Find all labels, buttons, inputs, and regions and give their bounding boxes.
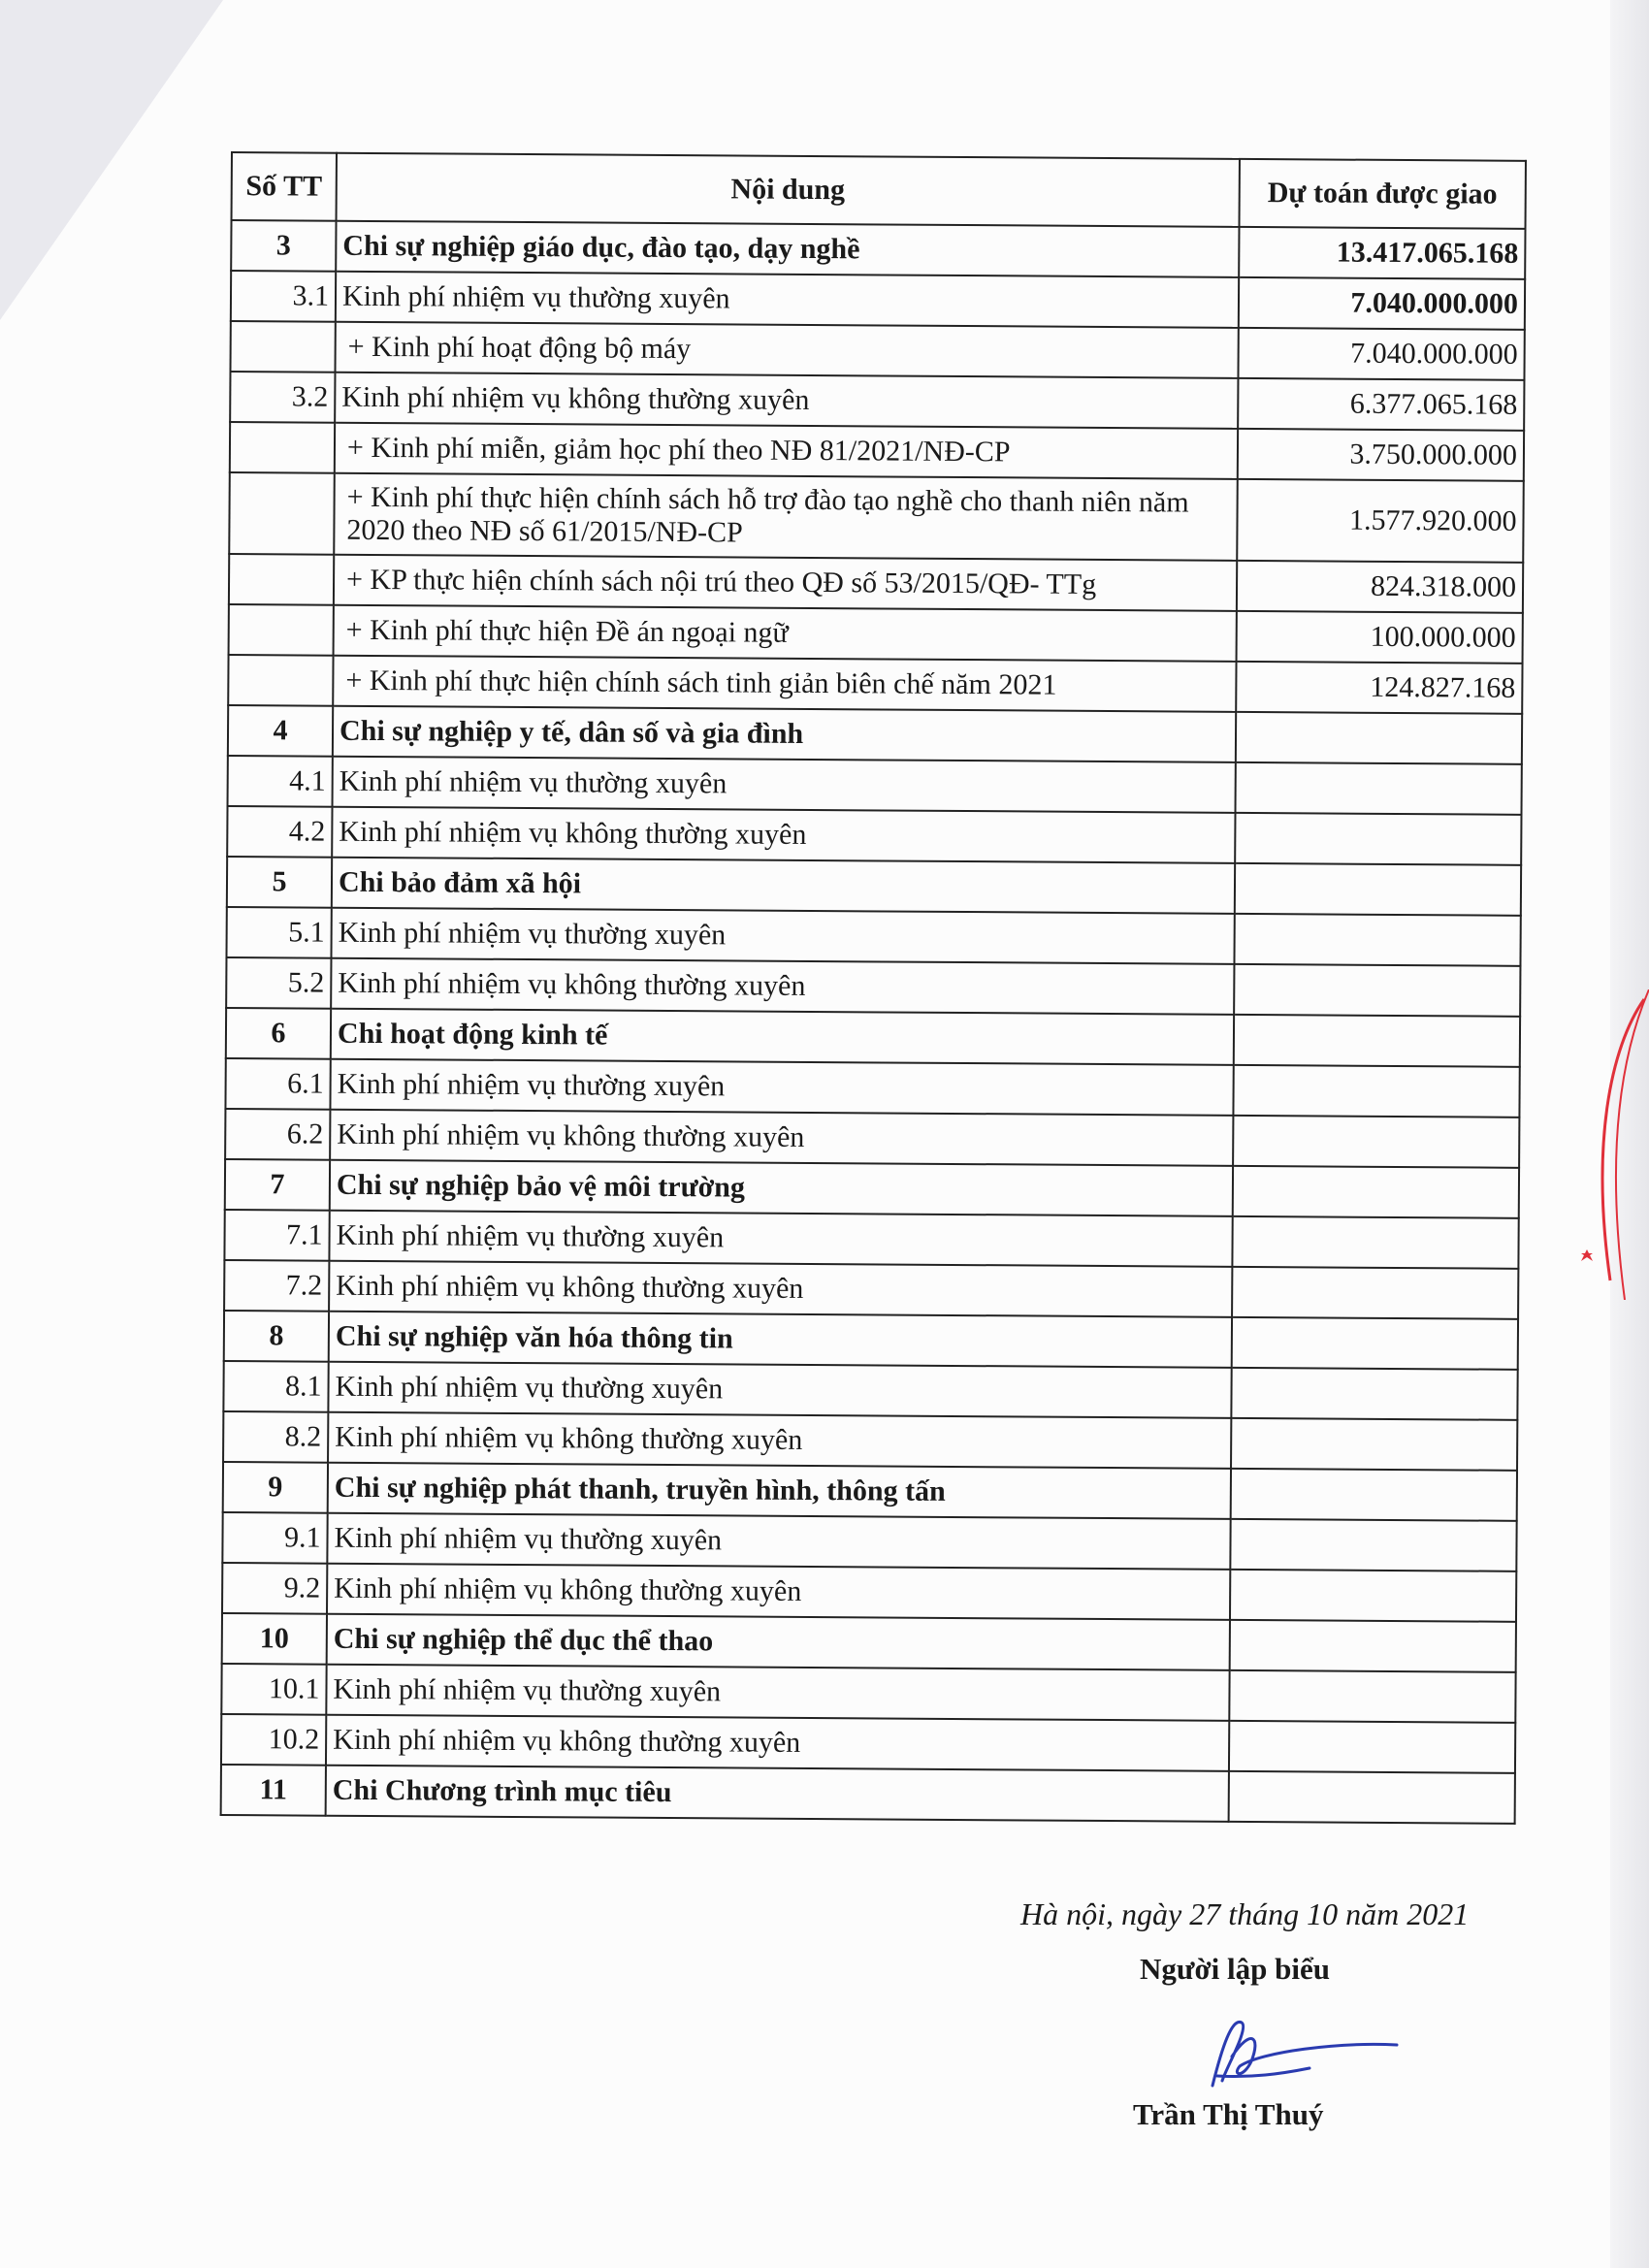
row-amount: [1234, 1015, 1520, 1067]
handwritten-signature: [1193, 2008, 1406, 2095]
row-content: Kinh phí nhiệm vụ không thường xuyên: [332, 807, 1235, 863]
row-stt: 8.1: [223, 1361, 328, 1412]
row-stt: 6.2: [225, 1109, 330, 1160]
row-amount: [1236, 762, 1522, 815]
table-row: [224, 1260, 1518, 1319]
row-content: Kinh phí nhiệm vụ thường xuyên: [331, 908, 1234, 964]
row-amount: 13.417.065.168: [1239, 227, 1525, 279]
table-row: [223, 1411, 1517, 1471]
table-row: [230, 372, 1524, 431]
row-amount: [1232, 1317, 1518, 1370]
row-stt: 5.1: [226, 907, 331, 958]
table-row: [222, 1563, 1516, 1622]
row-content: Kinh phí nhiệm vụ thường xuyên: [329, 1211, 1232, 1267]
row-amount: 3.750.000.000: [1238, 429, 1524, 481]
row-amount: 824.318.000: [1237, 561, 1523, 613]
table-row: [230, 321, 1524, 380]
row-stt: [229, 554, 334, 605]
table-row: [221, 1714, 1515, 1773]
row-stt: 4.1: [228, 756, 333, 807]
table-row: [226, 907, 1520, 966]
row-content: + Kinh phí thực hiện Đề án ngoại ngữ: [334, 605, 1237, 662]
row-content: Chi sự nghiệp thể dục thể thao: [327, 1614, 1230, 1670]
row-stt: 8.2: [223, 1411, 328, 1463]
signature-title: Người lập biểu: [1140, 1952, 1330, 1986]
table-row: [227, 857, 1521, 916]
row-content: Kinh phí nhiệm vụ thường xuyên: [326, 1665, 1229, 1721]
row-amount: [1232, 1216, 1518, 1269]
row-content: Kinh phí nhiệm vụ thường xuyên: [328, 1362, 1231, 1418]
row-amount: [1233, 1065, 1519, 1118]
row-content: Chi Chương trình mục tiêu: [326, 1766, 1229, 1822]
row-content: Chi sự nghiệp phát thanh, truyền hình, thông tấn: [328, 1463, 1231, 1519]
table-row: [226, 957, 1520, 1017]
signer-name: Trần Thị Thuý: [1133, 2097, 1324, 2131]
table-row: [229, 604, 1523, 664]
table-row: [221, 1765, 1515, 1824]
budget-table-body: [221, 220, 1526, 1824]
row-amount: [1236, 712, 1522, 764]
row-content: Kinh phí nhiệm vụ không thường xuyên: [330, 1110, 1233, 1166]
row-stt: 4.2: [227, 806, 332, 858]
row-amount: [1231, 1368, 1517, 1420]
row-stt: [230, 321, 335, 373]
row-stt: 5.2: [226, 957, 331, 1009]
table-row: [229, 554, 1523, 613]
row-content: Chi sự nghiệp giáo dục, đào tạo, dạy nghề: [336, 221, 1239, 277]
table-row: [225, 1109, 1519, 1168]
row-content: + Kinh phí miễn, giảm học phí theo NĐ 81/2021/NĐ-CP: [335, 423, 1238, 479]
row-stt: 10.2: [221, 1714, 326, 1766]
row-amount: [1235, 863, 1521, 916]
row-content: Chi sự nghiệp y tế, dân số và gia đình: [333, 706, 1236, 762]
row-stt: 3.1: [231, 271, 336, 322]
row-amount: [1229, 1670, 1515, 1723]
row-content: + Kinh phí thực hiện chính sách hỗ trợ đào tạo nghề cho thanh niên năm 2020 theo NĐ số 61/2015/NĐ-CP: [334, 473, 1238, 561]
row-amount: [1233, 1116, 1519, 1168]
table-row: [223, 1361, 1517, 1420]
row-stt: 6.1: [225, 1058, 330, 1110]
row-content: + KP thực hiện chính sách nội trú theo QĐ số 53/2015/QĐ- TTg: [334, 555, 1237, 611]
table-row: [222, 1512, 1516, 1571]
row-amount: [1233, 1166, 1519, 1218]
row-amount: [1230, 1519, 1516, 1571]
row-stt: 5: [227, 857, 332, 908]
table-row: [222, 1613, 1516, 1672]
row-amount: [1234, 914, 1520, 966]
folded-corner: [0, 0, 223, 320]
table-row: [224, 1311, 1518, 1370]
row-stt: 7.1: [224, 1210, 329, 1261]
table-row: [231, 220, 1525, 279]
row-stt: 3: [231, 220, 336, 272]
table-row: [225, 1159, 1519, 1218]
row-content: Chi sự nghiệp văn hóa thông tin: [329, 1312, 1232, 1368]
row-content: Kinh phí nhiệm vụ thường xuyên: [330, 1059, 1233, 1116]
row-content: Kinh phí nhiệm vụ thường xuyên: [327, 1513, 1230, 1570]
row-content: Kinh phí nhiệm vụ thường xuyên: [336, 272, 1239, 328]
row-stt: 8: [224, 1311, 329, 1362]
header-content: Nội dung: [337, 153, 1240, 227]
signature-date: Hà nội, ngày 27 tháng 10 năm 2021: [1020, 1896, 1470, 1931]
row-amount: [1230, 1570, 1516, 1622]
row-stt: 7.2: [224, 1260, 329, 1312]
budget-table: [220, 151, 1527, 1825]
row-amount: 7.040.000.000: [1239, 277, 1525, 330]
row-amount: 124.827.168: [1236, 662, 1522, 714]
row-amount: [1229, 1721, 1515, 1773]
row-stt: [229, 472, 335, 555]
row-content: Kinh phí nhiệm vụ thường xuyên: [333, 757, 1236, 813]
table-row: [229, 472, 1524, 563]
row-stt: [228, 655, 333, 706]
row-amount: [1232, 1267, 1518, 1319]
table-header-row: [232, 152, 1526, 229]
table-row: [230, 422, 1524, 481]
row-stt: 6: [226, 1008, 331, 1059]
row-stt: 7: [225, 1159, 330, 1211]
row-stt: 11: [221, 1765, 326, 1816]
row-stt: 10.1: [221, 1664, 326, 1715]
row-stt: 9.2: [222, 1563, 327, 1614]
row-stt: [229, 604, 334, 656]
row-amount: 100.000.000: [1237, 611, 1523, 664]
row-stt: 3.2: [230, 372, 335, 423]
row-content: Chi sự nghiệp bảo vệ môi trường: [330, 1160, 1233, 1216]
row-amount: [1231, 1469, 1517, 1521]
row-content: Kinh phí nhiệm vụ không thường xuyên: [331, 958, 1234, 1015]
row-stt: 9.1: [222, 1512, 327, 1564]
row-stt: 4: [228, 705, 333, 757]
row-amount: [1234, 964, 1520, 1017]
table-row: [226, 1008, 1520, 1067]
row-content: + Kinh phí hoạt động bộ máy: [335, 322, 1238, 378]
red-stamp-fragment: [1552, 989, 1649, 1300]
row-amount: [1229, 1771, 1515, 1824]
row-amount: 1.577.920.000: [1237, 479, 1524, 563]
row-content: Kinh phí nhiệm vụ không thường xuyên: [329, 1261, 1232, 1317]
header-stt: Số TT: [232, 152, 337, 221]
row-stt: 9: [223, 1462, 328, 1513]
table-row: [228, 756, 1522, 815]
table-row: [225, 1058, 1519, 1118]
table-row: [223, 1462, 1517, 1521]
row-content: Kinh phí nhiệm vụ không thường xuyên: [328, 1412, 1231, 1469]
row-content: Kinh phí nhiệm vụ không thường xuyên: [335, 373, 1238, 429]
row-stt: [230, 422, 335, 473]
table-row: [227, 806, 1521, 865]
row-content: Chi hoạt động kinh tế: [331, 1009, 1234, 1065]
row-amount: [1230, 1620, 1516, 1672]
row-content: Kinh phí nhiệm vụ không thường xuyên: [326, 1715, 1229, 1771]
table-row: [224, 1210, 1518, 1269]
row-content: Kinh phí nhiệm vụ không thường xuyên: [327, 1564, 1230, 1620]
table-row: [228, 705, 1522, 764]
table-row: [221, 1664, 1515, 1723]
row-stt: 10: [222, 1613, 327, 1665]
table-row: [228, 655, 1522, 714]
row-amount: 6.377.065.168: [1238, 378, 1524, 431]
row-amount: [1231, 1418, 1517, 1471]
header-amount: Dự toán được giao: [1240, 159, 1526, 229]
table-row: [231, 271, 1525, 330]
row-content: Chi bảo đảm xã hội: [332, 858, 1235, 914]
row-amount: [1235, 813, 1521, 865]
row-amount: 7.040.000.000: [1238, 328, 1524, 380]
row-content: + Kinh phí thực hiện chính sách tinh giản biên chế năm 2021: [333, 656, 1236, 712]
